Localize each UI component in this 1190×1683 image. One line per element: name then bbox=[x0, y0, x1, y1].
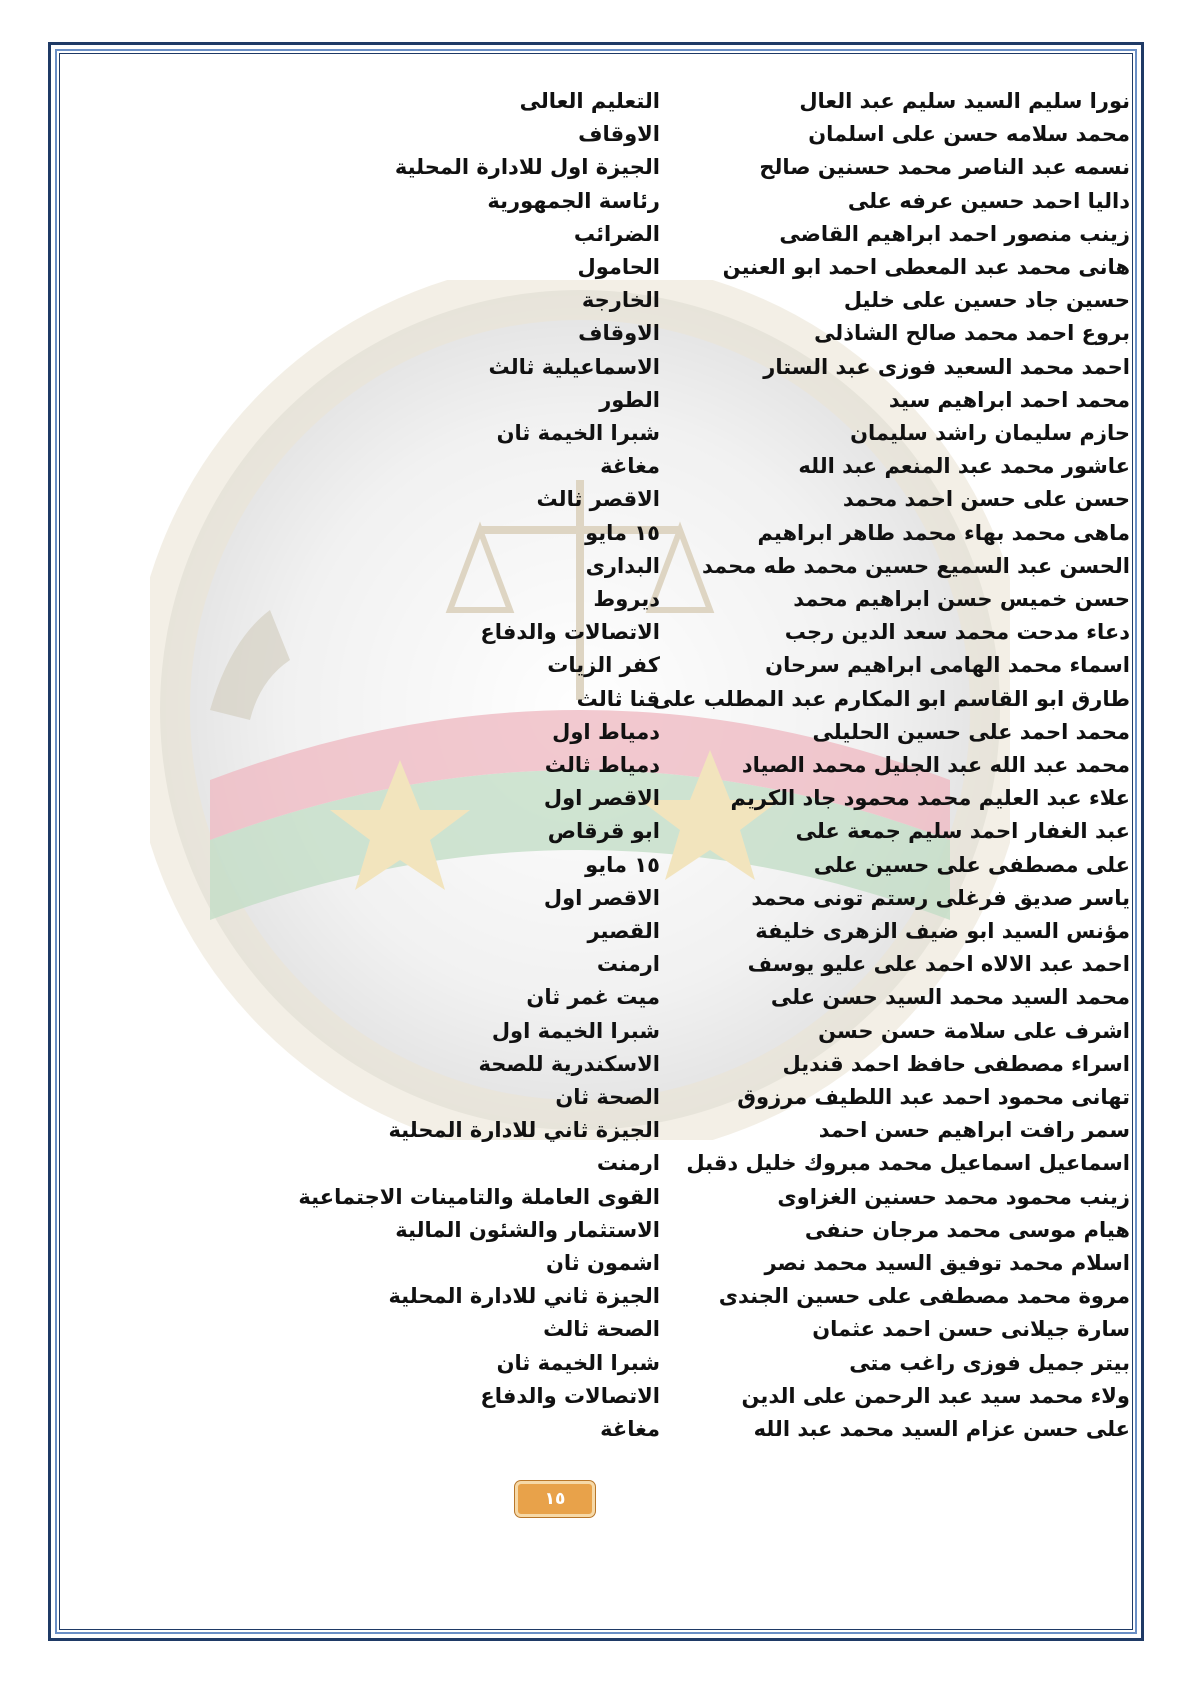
organization: التعليم العالى bbox=[519, 89, 660, 113]
person-name: احمد عبد الالاه احمد على عليو يوسف bbox=[747, 952, 1130, 977]
organization: مغاغة bbox=[600, 1417, 660, 1441]
list-row bbox=[70, 219, 1130, 253]
organization: ابو قرقاص bbox=[547, 819, 660, 844]
list-row bbox=[70, 1281, 1130, 1315]
person-name: زينب منصور احمد ابراهيم القاضى bbox=[779, 221, 1130, 246]
person-name: الحسن عبد السميع حسين محمد طه محمد bbox=[701, 553, 1130, 578]
person-name: احمد محمد السعيد فوزى عبد الستار bbox=[763, 354, 1130, 379]
list-row bbox=[70, 186, 1130, 220]
person-name: طارق ابو القاسم ابو المكارم عبد المطلب على bbox=[652, 686, 1130, 711]
organization: الاوقاف bbox=[578, 321, 660, 346]
organization: الاوقاف bbox=[578, 122, 660, 147]
list-row bbox=[70, 717, 1130, 751]
organization: الصحة ثالث bbox=[543, 1317, 660, 1342]
list-row bbox=[70, 1082, 1130, 1116]
list-row bbox=[70, 949, 1130, 983]
organization: ارمنت bbox=[596, 1151, 660, 1176]
list-row bbox=[70, 318, 1130, 352]
list-row bbox=[70, 1049, 1130, 1083]
list-row bbox=[70, 484, 1130, 518]
list-row bbox=[70, 1348, 1130, 1382]
organization: دمياط اول bbox=[552, 719, 660, 744]
organization: شبرا الخيمة اول bbox=[491, 1018, 660, 1043]
list-row bbox=[70, 1248, 1130, 1282]
organization: الاقصر ثالث bbox=[536, 487, 660, 512]
list-row bbox=[70, 551, 1130, 585]
person-name: حسن خميس حسن ابراهيم محمد bbox=[793, 587, 1130, 611]
person-name: هيام موسى محمد مرجان حنفى bbox=[804, 1217, 1130, 1242]
list-row bbox=[70, 86, 1130, 120]
organization: ١٥ مايو bbox=[585, 520, 660, 545]
organization: الاقصر اول bbox=[543, 885, 660, 910]
person-name: زينب محمود محمد حسنين الغزاوى bbox=[777, 1184, 1130, 1209]
organization: قنا ثالث bbox=[576, 686, 660, 711]
person-name: ولاء محمد سيد عبد الرحمن على الدين bbox=[741, 1383, 1130, 1408]
list-row bbox=[70, 816, 1130, 850]
list-row bbox=[70, 1016, 1130, 1050]
list-row bbox=[70, 982, 1130, 1016]
organization: الاقصر اول bbox=[543, 786, 660, 811]
person-name: محمد احمد على حسين الحليلى bbox=[812, 719, 1130, 744]
list-row bbox=[70, 783, 1130, 817]
person-name: سمر رافت ابراهيم حسن احمد bbox=[818, 1118, 1130, 1143]
person-name: مروة محمد مصطفى على حسين الجندى bbox=[718, 1284, 1130, 1309]
organization: شبرا الخيمة ثان bbox=[496, 421, 660, 445]
person-name: محمد عبد الله عبد الجليل محمد الصياد bbox=[741, 753, 1130, 777]
organization: القصير bbox=[587, 919, 660, 943]
list-row bbox=[70, 1314, 1130, 1348]
organization: الصحة ثان bbox=[555, 1085, 660, 1109]
list-row bbox=[70, 617, 1130, 651]
page-number-badge: ١٥ bbox=[515, 1481, 595, 1517]
organization: الخارجة bbox=[581, 288, 660, 313]
organization: اشمون ثان bbox=[545, 1251, 660, 1275]
person-name: حسن على حسن احمد محمد bbox=[842, 487, 1130, 512]
person-name: على حسن عزام السيد محمد عبد الله bbox=[753, 1417, 1130, 1441]
person-name: بيتر جميل فوزى راغب متى bbox=[849, 1350, 1130, 1375]
list-row bbox=[70, 1182, 1130, 1216]
organization: ديروط bbox=[593, 587, 660, 611]
list-row bbox=[70, 850, 1130, 884]
list-row bbox=[70, 385, 1130, 419]
person-name: نسمه عبد الناصر محمد حسنين صالح bbox=[759, 155, 1130, 180]
organization: دمياط ثالث bbox=[544, 753, 660, 777]
list-row bbox=[70, 1414, 1130, 1448]
person-name: بروع احمد محمد صالح الشاذلى bbox=[814, 321, 1130, 346]
person-name: حسين جاد حسين على خليل bbox=[843, 288, 1130, 313]
organization: ١٥ مايو bbox=[585, 852, 660, 877]
organization: الضرائب bbox=[573, 221, 660, 246]
organization: كفر الزيات bbox=[547, 653, 660, 678]
person-name: اسماء محمد الهامى ابراهيم سرحان bbox=[765, 653, 1130, 678]
person-name: مؤنس السيد ابو ضيف الزهرى خليفة bbox=[755, 919, 1130, 943]
list-row bbox=[70, 1215, 1130, 1249]
person-name: عاشور محمد عبد المنعم عبد الله bbox=[798, 454, 1130, 479]
organization: الجيزة اول للادارة المحلية bbox=[394, 155, 660, 180]
organization: ميت غمر ثان bbox=[526, 985, 660, 1010]
list-row bbox=[70, 518, 1130, 552]
person-name: تهانى محمود احمد عبد اللطيف مرزوق bbox=[737, 1085, 1130, 1109]
list-row bbox=[70, 285, 1130, 319]
list-row bbox=[70, 883, 1130, 917]
list-row bbox=[70, 252, 1130, 286]
list-row bbox=[70, 1381, 1130, 1415]
list-row bbox=[70, 916, 1130, 950]
person-name: ماهى محمد بهاء محمد طاهر ابراهيم bbox=[757, 520, 1130, 545]
person-name: عبد الغفار احمد سليم جمعة على bbox=[795, 819, 1130, 844]
person-name: هانى محمد عبد المعطى احمد ابو العنين bbox=[722, 255, 1130, 279]
person-name: اشرف على سلامة حسن حسن bbox=[818, 1018, 1130, 1043]
organization: الاستثمار والشئون المالية bbox=[395, 1217, 660, 1242]
person-name: محمد سلامه حسن على اسلمان bbox=[808, 122, 1130, 147]
organization: البدارى bbox=[585, 553, 660, 578]
organization: الاتصالات والدفاع bbox=[480, 1383, 660, 1408]
list-row bbox=[70, 750, 1130, 784]
list-row bbox=[70, 418, 1130, 452]
organization: شبرا الخيمة ثان bbox=[496, 1350, 660, 1375]
list-row bbox=[70, 684, 1130, 718]
organization: الجيزة ثاني للادارة المحلية bbox=[388, 1284, 660, 1309]
person-name: دعاء مدحت محمد سعد الدين رجب bbox=[784, 620, 1130, 645]
list-row bbox=[70, 152, 1130, 186]
list-row bbox=[70, 119, 1130, 153]
person-name: اسماعيل اسماعيل محمد مبروك خليل دقبل bbox=[686, 1151, 1130, 1176]
list-row bbox=[70, 650, 1130, 684]
list-row bbox=[70, 1115, 1130, 1149]
organization: رئاسة الجمهورية bbox=[487, 188, 660, 213]
person-name: محمد السيد محمد السيد حسن على bbox=[770, 985, 1130, 1010]
organization: الاسكندرية للصحة bbox=[478, 1051, 660, 1076]
person-name: علاء عبد العليم محمد محمود جاد الكريم bbox=[730, 786, 1130, 811]
person-name: ياسر صديق فرغلى رستم تونى محمد bbox=[751, 885, 1130, 910]
list-row bbox=[70, 1148, 1130, 1182]
person-name: سارة جيلانى حسن احمد عثمان bbox=[812, 1317, 1130, 1342]
person-name: نورا سليم السيد سليم عبد العال bbox=[799, 89, 1130, 113]
organization: ارمنت bbox=[596, 952, 660, 977]
person-name: داليا احمد حسين عرفه على bbox=[847, 188, 1130, 213]
organization: الجيزة ثاني للادارة المحلية bbox=[388, 1118, 660, 1143]
person-name: على مصطفى على حسين على bbox=[813, 852, 1130, 877]
list-row bbox=[70, 584, 1130, 618]
organization: الحامول bbox=[577, 255, 660, 279]
organization: الاسماعيلية ثالث bbox=[488, 354, 660, 379]
person-name: حازم سليمان راشد سليمان bbox=[850, 421, 1130, 445]
person-name: محمد احمد ابراهيم سيد bbox=[888, 387, 1130, 412]
organization: الطور bbox=[599, 387, 660, 412]
organization: مغاغة bbox=[600, 454, 660, 479]
person-name: اسلام محمد توفيق السيد محمد نصر bbox=[764, 1251, 1130, 1275]
list-row bbox=[70, 451, 1130, 485]
names-list bbox=[70, 86, 1130, 1486]
organization: القوى العاملة والتامينات الاجتماعية bbox=[298, 1184, 660, 1209]
list-row bbox=[70, 352, 1130, 386]
person-name: اسراء مصطفى حافظ احمد قنديل bbox=[782, 1051, 1130, 1076]
organization: الاتصالات والدفاع bbox=[480, 620, 660, 645]
